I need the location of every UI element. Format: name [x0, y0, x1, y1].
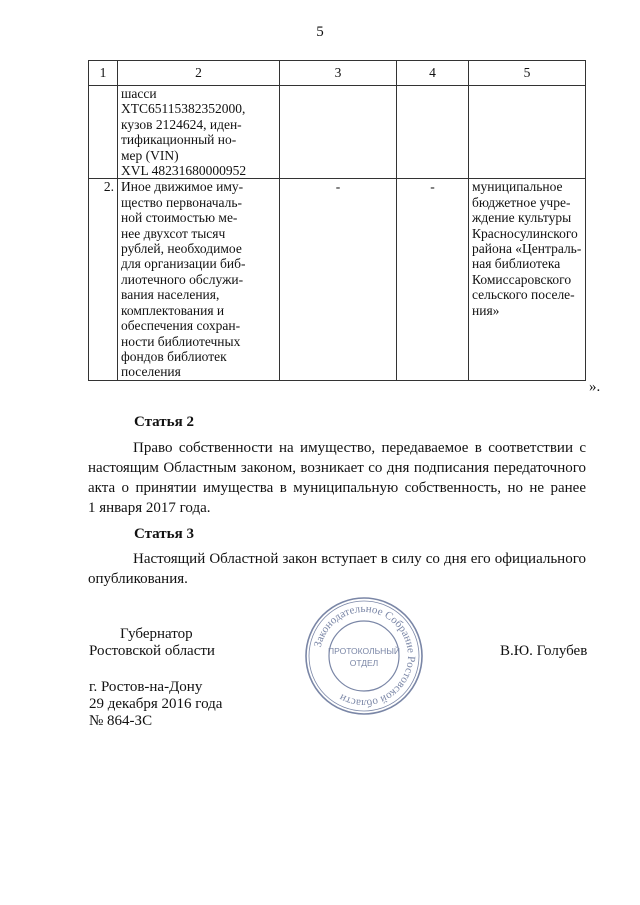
header-col-1: 1: [89, 61, 118, 86]
row1-desc-line: мер (VIN): [121, 147, 179, 163]
row2-recipient-line: ждение культуры: [472, 210, 572, 226]
row2-recipient-line: района «Централь-: [472, 241, 582, 257]
signatory-name: [500, 643, 587, 660]
property-table: [88, 60, 586, 381]
governor-label: Губернатор: [120, 626, 193, 642]
row2-desc-line: щество первоначаль-: [121, 194, 242, 210]
law-number: № 864-ЗС: [89, 713, 153, 729]
row1-desc-line: кузов 2124624, иден-: [121, 116, 242, 132]
article-2-line: Право собственности на имущество, передаваемое в соответствии с: [133, 440, 586, 456]
row2-desc-line: рублей, необходимое: [121, 241, 242, 257]
row1-col3-cell: [280, 86, 397, 179]
table-row: [89, 179, 586, 380]
row1-desc-line: шасси: [121, 86, 157, 101]
row1-number-cell: [89, 86, 118, 179]
stamp-outer-ring: [306, 598, 422, 714]
article-2-text: [88, 438, 586, 518]
row2-recipient-line: бюджетное учре-: [472, 194, 571, 210]
header-col-2: 2: [118, 61, 280, 86]
stamp-ring-text: Законодательное Собрание Ростовской области: [311, 602, 418, 710]
article-3-line: опубликования.: [88, 571, 188, 587]
row2-col3-cell: -: [280, 179, 397, 380]
header-col-3: 3: [280, 61, 397, 86]
row1-col5-cell: [469, 86, 586, 179]
stamp-center-line-1: ПРОТОКОЛЬНЫЙ: [328, 646, 400, 656]
row2-desc-line: нее двухсот тысяч: [121, 225, 226, 241]
row2-col4-cell: -: [397, 179, 469, 380]
header-col-5: 5: [469, 61, 586, 86]
header-col-4: 4: [397, 61, 469, 86]
article-3-line: Настоящий Областной закон вступает в силу со дня его официального: [133, 551, 586, 567]
issue-date: 29 декабря 2016 года: [89, 696, 223, 712]
row1-desc-line: XVL 48231680000952: [121, 163, 247, 179]
stamp-outer-ring-inner: [309, 601, 419, 711]
region-label: Ростовской области: [89, 643, 215, 659]
article-3-text: [88, 549, 586, 589]
row2-desc-line: вания населения,: [121, 287, 220, 303]
closing-quote: ».: [589, 379, 601, 395]
row2-desc-line: Иное движимое иму-: [121, 179, 244, 195]
governor-name: В.Ю. Голубев: [500, 643, 588, 659]
row1-col4-cell: [397, 86, 469, 179]
row2-desc-line: поселения: [121, 364, 181, 380]
table-header-row: [89, 61, 586, 86]
page-number: 5: [316, 24, 324, 40]
article-2-line: акта о принятии имущества в муниципальную собственность, но не ранее: [88, 480, 586, 496]
row2-desc-line: для организации биб-: [121, 256, 246, 272]
row2-recipient-line: муниципальное: [472, 179, 563, 195]
row2-recipient-line: Красносулинского: [472, 225, 578, 241]
row2-recipient-line: сельского поселе-: [472, 287, 575, 303]
row2-recipient-line: ния»: [472, 302, 500, 318]
row1-description-cell: [118, 86, 280, 179]
row2-recipient-cell: [469, 179, 586, 380]
row2-desc-line: ной стоимостью ме-: [121, 210, 238, 226]
article-3-title: Статья 3: [134, 526, 194, 542]
row2-recipient-line: Комиссаровского: [472, 271, 572, 287]
stamp-center-line-2: ОТДЕЛ: [349, 658, 379, 668]
row2-desc-line: фондов библиотек: [121, 348, 227, 364]
stamp-inner-ring: [329, 621, 399, 691]
row2-desc-line: обеспечения сохран-: [121, 318, 241, 334]
table-row: [89, 86, 586, 179]
row2-desc-line: комплектования и: [121, 302, 225, 318]
issue-city: г. Ростов-на-Дону: [89, 679, 203, 695]
article-2-line: настоящим Областным законом, возникает со дня подписания передаточного: [88, 460, 586, 476]
row2-number-cell: 2.: [89, 179, 118, 380]
official-stamp: [302, 594, 426, 718]
issue-details: [89, 679, 222, 730]
row2-recipient-line: ная библиотека: [472, 256, 561, 272]
row2-desc-line: лиотечного обслужи-: [121, 271, 244, 287]
row2-description-cell: [118, 179, 280, 380]
row1-desc-line: тификационный но-: [121, 132, 237, 148]
article-2-title: Статья 2: [134, 414, 194, 430]
signatory-title-line-2: [89, 643, 215, 660]
row2-desc-line: ности библиотечных: [121, 333, 241, 349]
signatory-title-line-1: [120, 626, 193, 643]
row1-desc-line: ХТС65115382352000,: [121, 101, 246, 117]
article-2-line: 1 января 2017 года.: [88, 500, 211, 516]
